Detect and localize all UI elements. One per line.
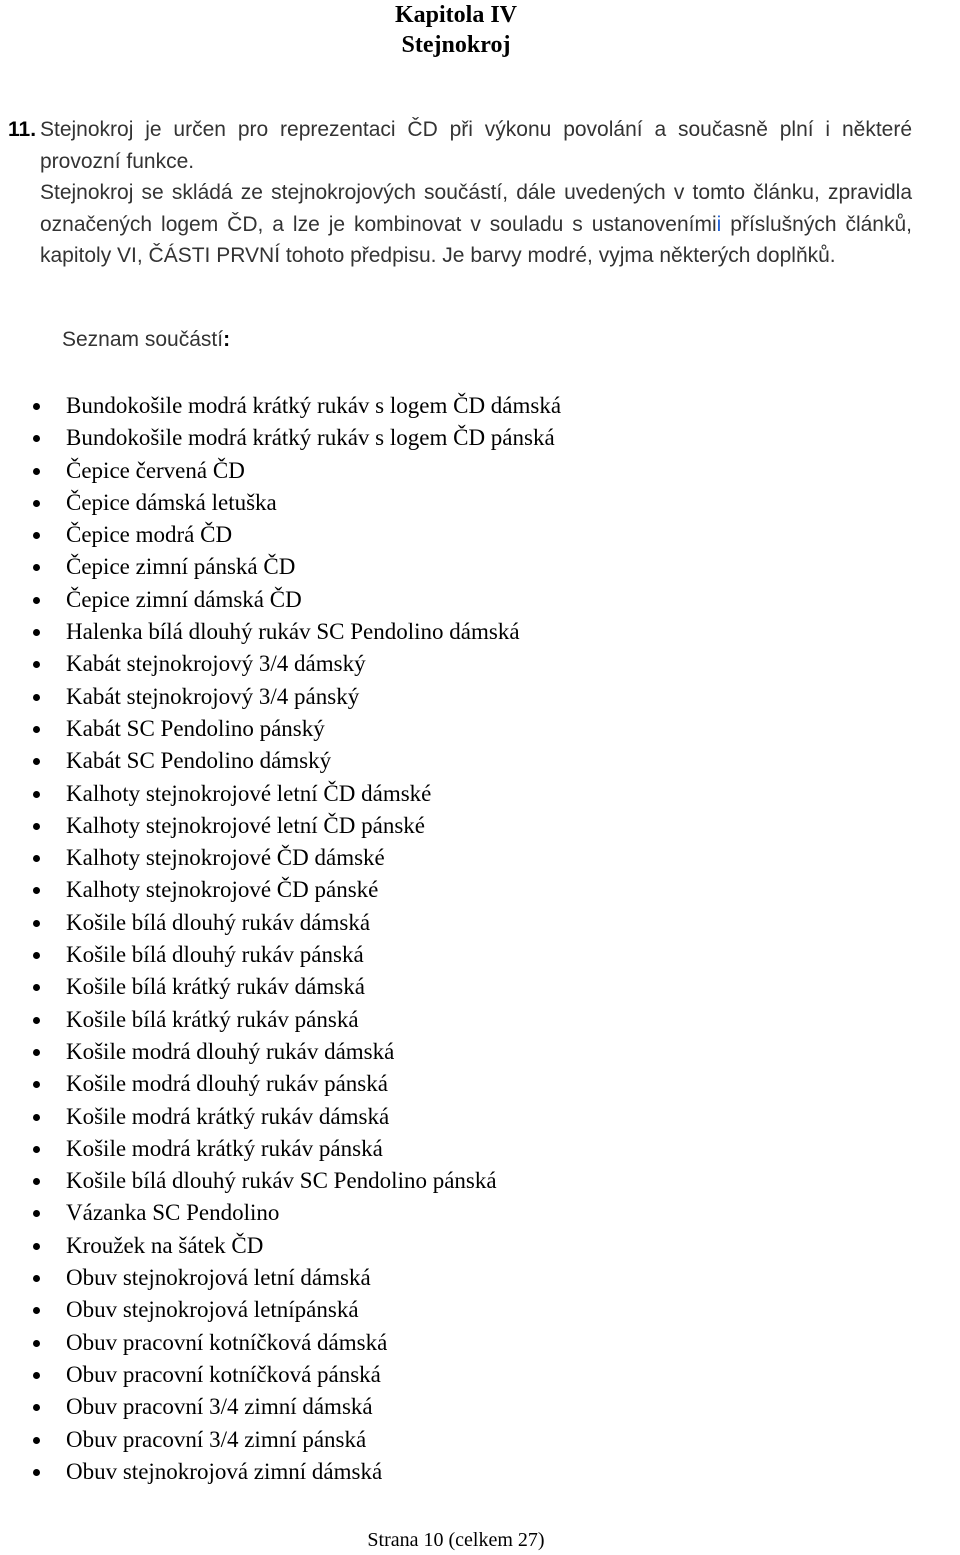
list-item-text: Kalhoty stejnokrojové ČD dámské bbox=[66, 845, 385, 871]
bullet-icon bbox=[33, 661, 40, 668]
list-item bbox=[0, 1036, 561, 1068]
list-item bbox=[0, 1101, 561, 1133]
list-item-text: Kabát stejnokrojový 3/4 dámský bbox=[66, 651, 366, 677]
list-item bbox=[0, 551, 561, 583]
list-item bbox=[0, 648, 561, 680]
list-item-text: Obuv pracovní kotníčková dámská bbox=[66, 1329, 388, 1355]
list-item-text: Kabát SC Pendolino pánský bbox=[66, 715, 325, 741]
list-item-text: Vázanka SC Pendolino bbox=[66, 1200, 280, 1226]
list-item bbox=[0, 422, 561, 454]
bullet-icon bbox=[33, 726, 40, 733]
bullet-icon bbox=[33, 1210, 40, 1217]
bullet-icon bbox=[33, 1081, 40, 1088]
bullet-icon bbox=[33, 758, 40, 765]
list-item-text: Obuv pracovní 3/4 zimní pánská bbox=[66, 1426, 367, 1452]
list-item-text: Košile bílá krátký rukáv pánská bbox=[66, 1006, 359, 1032]
list-item-text: Košile modrá dlouhý rukáv dámská bbox=[66, 1038, 395, 1064]
list-item bbox=[0, 1004, 561, 1036]
bullet-icon bbox=[33, 1340, 40, 1347]
article-paragraph bbox=[8, 114, 912, 272]
bullet-icon bbox=[33, 1017, 40, 1024]
list-item bbox=[0, 1327, 561, 1359]
bullet-icon bbox=[33, 1178, 40, 1185]
bullet-icon bbox=[33, 1404, 40, 1411]
bullet-icon bbox=[33, 1275, 40, 1282]
list-item-text: Košile bílá dlouhý rukáv SC Pendolino pánská bbox=[66, 1168, 497, 1194]
list-item bbox=[0, 971, 561, 1003]
bullet-icon bbox=[33, 468, 40, 475]
list-item-text: Halenka bílá dlouhý rukáv SC Pendolino dámská bbox=[66, 619, 520, 645]
list-item-text: Bundokošile modrá krátký rukáv s logem ČD pánská bbox=[66, 425, 555, 451]
list-heading bbox=[62, 325, 230, 355]
list-item bbox=[0, 745, 561, 777]
list-item-text: Obuv pracovní kotníčková pánská bbox=[66, 1361, 381, 1387]
list-item-text: Košile bílá dlouhý rukáv dámská bbox=[66, 909, 371, 935]
list-item-text: Čepice modrá ČD bbox=[66, 522, 233, 548]
bullet-icon bbox=[33, 1437, 40, 1444]
list-item-text: Kalhoty stejnokrojové ČD pánské bbox=[66, 877, 379, 903]
components-list bbox=[0, 390, 561, 1488]
list-item-text: Obuv stejnokrojová letní dámská bbox=[66, 1265, 371, 1291]
list-heading-colon: : bbox=[223, 328, 231, 351]
bullet-icon bbox=[33, 500, 40, 507]
list-item-text: Čepice dámská letuška bbox=[66, 489, 277, 515]
paragraph-sentence-2: Stejnokroj se skládá ze stejnokrojových součástí, dále uvedených v tomto článku, zpravidla označených logem ČD, a lze je kombinovat v souladu s ustanoveními bbox=[40, 181, 912, 236]
list-item-text: Košile bílá krátký rukáv dámská bbox=[66, 974, 365, 1000]
list-item bbox=[0, 390, 561, 422]
bullet-icon bbox=[33, 855, 40, 862]
list-item bbox=[0, 810, 561, 842]
list-item bbox=[0, 487, 561, 519]
list-item-text: Čepice červená ČD bbox=[66, 457, 245, 483]
bullet-icon bbox=[33, 920, 40, 927]
list-item bbox=[0, 455, 561, 487]
page-footer: Strana 10 (celkem 27) bbox=[367, 1529, 545, 1551]
bullet-icon bbox=[33, 597, 40, 604]
list-item-text: Obuv pracovní 3/4 zimní dámská bbox=[66, 1394, 373, 1420]
list-item bbox=[0, 616, 561, 648]
bullet-icon bbox=[33, 791, 40, 798]
list-item bbox=[0, 1165, 561, 1197]
bullet-icon bbox=[33, 629, 40, 636]
list-item-text: Čepice zimní dámská ČD bbox=[66, 586, 302, 612]
list-item bbox=[0, 1230, 561, 1262]
list-item-text: Obuv stejnokrojová letnípánská bbox=[66, 1297, 359, 1323]
list-item bbox=[0, 907, 561, 939]
list-item-text: Košile modrá krátký rukáv dámská bbox=[66, 1103, 390, 1129]
list-item-text: Košile modrá krátký rukáv pánská bbox=[66, 1135, 383, 1161]
article-number: 11. bbox=[8, 118, 37, 141]
list-item bbox=[0, 1456, 561, 1488]
list-item-text: Obuv stejnokrojová zimní dámská bbox=[66, 1458, 383, 1484]
list-item bbox=[0, 1359, 561, 1391]
bullet-icon bbox=[33, 1114, 40, 1121]
list-item bbox=[0, 1133, 561, 1165]
list-item-text: Kroužek na šátek ČD bbox=[66, 1232, 264, 1258]
list-item-text: Kabát stejnokrojový 3/4 pánský bbox=[66, 683, 360, 709]
list-item-text: Košile bílá dlouhý rukáv pánská bbox=[66, 942, 364, 968]
list-item bbox=[0, 584, 561, 616]
bullet-icon bbox=[33, 823, 40, 830]
list-item-text: Kabát SC Pendolino dámský bbox=[66, 748, 332, 774]
chapter-number: Kapitola IV bbox=[394, 2, 517, 28]
paragraph-highlight-letter: i bbox=[716, 212, 722, 236]
bullet-icon bbox=[33, 564, 40, 571]
bullet-icon bbox=[33, 694, 40, 701]
list-item-text: Bundokošile modrá krátký rukáv s logem ČD dámská bbox=[66, 393, 562, 418]
bullet-icon bbox=[33, 1469, 40, 1476]
bullet-icon bbox=[33, 984, 40, 991]
list-item bbox=[0, 1294, 561, 1326]
chapter-title bbox=[0, 0, 912, 60]
bullet-icon bbox=[33, 887, 40, 894]
paragraph-sentence-1: Stejnokroj je určen pro reprezentaci ČD při výkonu povolání a současně plní i některé provozní funkce. bbox=[40, 118, 912, 173]
bullet-icon bbox=[33, 435, 40, 442]
list-item-text: Čepice zimní pánská ČD bbox=[66, 554, 296, 580]
bullet-icon bbox=[33, 1049, 40, 1056]
list-item-text: Kalhoty stejnokrojové letní ČD pánské bbox=[66, 812, 425, 838]
bullet-icon bbox=[33, 532, 40, 539]
list-item bbox=[0, 1068, 561, 1100]
chapter-name: Stejnokroj bbox=[401, 32, 511, 58]
list-item bbox=[0, 842, 561, 874]
bullet-icon bbox=[33, 403, 40, 410]
bullet-icon bbox=[33, 1146, 40, 1153]
list-item bbox=[0, 1424, 561, 1456]
list-item bbox=[0, 1262, 561, 1294]
list-item bbox=[0, 939, 561, 971]
list-item-text: Kalhoty stejnokrojové letní ČD dámské bbox=[66, 780, 432, 806]
bullet-icon bbox=[33, 1372, 40, 1379]
bullet-icon bbox=[33, 952, 40, 959]
list-item-text: Košile modrá dlouhý rukáv pánská bbox=[66, 1071, 388, 1097]
list-item bbox=[0, 713, 561, 745]
paragraph-sentence-2-end: příslušných článků, kapitoly VI, ČÁSTI PRVNÍ tohoto předpisu. Je barvy modré, vyjma některých doplňků. bbox=[40, 212, 912, 267]
list-item bbox=[0, 1391, 561, 1423]
list-item bbox=[0, 681, 561, 713]
list-item bbox=[0, 874, 561, 906]
bullet-icon bbox=[33, 1243, 40, 1250]
list-item bbox=[0, 1197, 561, 1229]
list-item bbox=[0, 778, 561, 810]
list-item bbox=[0, 519, 561, 551]
list-heading-text: Seznam součástí bbox=[62, 328, 224, 351]
bullet-icon bbox=[33, 1307, 40, 1314]
